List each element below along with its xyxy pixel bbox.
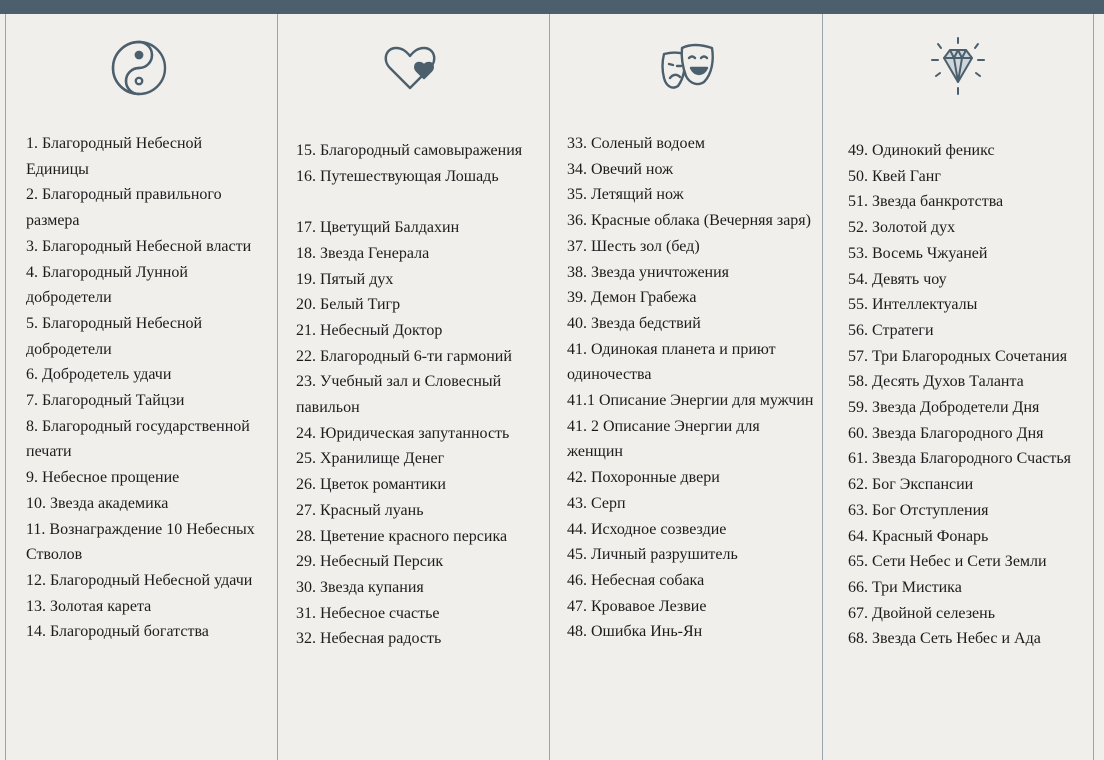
list-item[interactable]: 32. Небесная радость: [296, 630, 442, 648]
list-item[interactable]: 34. Овечий нож: [567, 160, 674, 178]
list-item[interactable]: 26. Цветок романтики: [296, 476, 446, 494]
list-item[interactable]: 21. Небесный Доктор: [296, 321, 443, 339]
list-item[interactable]: 56. Стратеги: [848, 321, 934, 339]
list-item[interactable]: 31. Небесное счастье: [296, 604, 440, 622]
list-item[interactable]: 67. Двойной селезень: [848, 604, 996, 622]
list-item[interactable]: 59. Звезда Добродетели Дня: [848, 399, 1040, 417]
list-item[interactable]: 41. Одинокая планета и приют одиночества: [567, 340, 776, 384]
list-item[interactable]: 2. Благородный правильного размера: [26, 186, 222, 230]
list-item[interactable]: 19. Пятый дух: [296, 270, 394, 288]
list-item[interactable]: 48. Ошибка Инь-Ян: [567, 623, 703, 641]
yin-yang-icon: [107, 36, 171, 100]
stars-list-1: [26, 131, 266, 645]
list-item[interactable]: 14. Благородный богатства: [26, 623, 209, 641]
list-item[interactable]: 29. Небесный Персик: [296, 553, 444, 571]
list-item[interactable]: 68. Звезда Сеть Небес и Ада: [848, 630, 1041, 648]
list-item[interactable]: 41.1 Описание Энергии для мужчин: [567, 392, 814, 410]
list-item[interactable]: 37. Шесть зол (бед): [567, 237, 700, 255]
list-item[interactable]: 9. Небесное прощение: [26, 469, 180, 487]
list-item[interactable]: 39. Демон Грабежа: [567, 289, 697, 307]
list-item[interactable]: 5. Благородный Небесной добродетели: [26, 314, 203, 358]
list-item[interactable]: 52. Золотой дух: [848, 219, 956, 237]
list-item[interactable]: 66. Три Мистика: [848, 578, 962, 596]
list-item[interactable]: 41. 2 Описание Энергии для женщин: [567, 417, 760, 461]
list-item[interactable]: 17. Цветущий Балдахин: [296, 219, 460, 237]
list-item[interactable]: 33. Соленый водоем: [567, 135, 705, 152]
stars-list-4: [848, 138, 1086, 652]
stars-list-2: [296, 138, 542, 652]
list-item[interactable]: 61. Звезда Благородного Счастья: [848, 450, 1072, 468]
column-3: [550, 14, 823, 760]
list-item[interactable]: 24. Юридическая запутанность: [296, 424, 510, 442]
list-item[interactable]: 10. Звезда академика: [26, 494, 169, 512]
list-item[interactable]: 27. Красный луань: [296, 501, 424, 519]
list-item[interactable]: 35. Летящий нож: [567, 186, 684, 204]
list-item[interactable]: 58. Десять Духов Таланта: [848, 373, 1024, 391]
list-item[interactable]: 50. Квей Ганг: [848, 167, 941, 185]
list-item[interactable]: 57. Три Благородных Сочетания: [848, 347, 1068, 365]
list-item[interactable]: 54. Девять чоу: [848, 270, 947, 288]
two-hearts-icon: [378, 36, 442, 100]
list-item[interactable]: 11. Вознаграждение 10 Небесных Стволов: [26, 520, 255, 564]
list-item[interactable]: 4. Благородный Лунной добродетели: [26, 263, 188, 307]
list-item[interactable]: 22. Благородный 6-ти гармоний: [296, 347, 512, 365]
list-item[interactable]: 40. Звезда бедствий: [567, 314, 701, 332]
list-item[interactable]: 65. Сети Небес и Сети Земли: [848, 553, 1047, 571]
list-item[interactable]: 43. Серп: [567, 494, 626, 512]
list-item[interactable]: 13. Золотая карета: [26, 597, 152, 615]
list-item[interactable]: 55. Интеллектуалы: [848, 296, 978, 314]
column-2: [278, 14, 550, 760]
list-item[interactable]: 42. Похоронные двери: [567, 469, 720, 487]
list-item[interactable]: 64. Красный Фонарь: [848, 527, 989, 545]
list-item[interactable]: 25. Хранилище Денег: [296, 450, 445, 468]
list-item[interactable]: 6. Добродетель удачи: [26, 366, 172, 384]
theater-masks-icon: [656, 36, 720, 100]
list-item[interactable]: 53. Восемь Чжуаней: [848, 244, 988, 262]
list-item[interactable]: 3. Благородный Небесной власти: [26, 237, 252, 255]
top-bar: [0, 0, 1104, 14]
list-item[interactable]: 23. Учебный зал и Словесный павильон: [296, 373, 502, 417]
list-item[interactable]: 46. Небесная собака: [567, 571, 705, 589]
list-item[interactable]: 38. Звезда уничтожения: [567, 263, 730, 281]
list-item[interactable]: 44. Исходное созвездие: [567, 520, 727, 538]
list-item[interactable]: 60. Звезда Благородного Дня: [848, 424, 1044, 442]
column-4: [823, 14, 1093, 760]
list-item[interactable]: 1. Благородный Небесной Единицы: [26, 135, 203, 178]
list-item[interactable]: 47. Кровавое Лезвие: [567, 597, 707, 615]
list-item[interactable]: 12. Благородный Небесной удачи: [26, 571, 253, 589]
diamond-icon: [926, 36, 990, 100]
list-item[interactable]: 8. Благородный государственной печати: [26, 417, 250, 461]
list-item[interactable]: 7. Благородный Тайцзи: [26, 392, 185, 410]
list-item[interactable]: 15. Благородный самовыражения: [296, 142, 523, 159]
list-item[interactable]: 51. Звезда банкротства: [848, 193, 1004, 211]
list-item[interactable]: 49. Одинокий феникс: [848, 142, 995, 159]
list-item[interactable]: 45. Личный разрушитель: [567, 546, 738, 564]
list-item[interactable]: 16. Путешествующая Лошадь: [296, 167, 499, 185]
stars-table: [5, 14, 1094, 760]
list-item[interactable]: 63. Бог Отступления: [848, 501, 989, 519]
list-item[interactable]: 62. Бог Экспансии: [848, 476, 974, 494]
stars-list-3: [567, 131, 819, 645]
column-1: [6, 14, 278, 760]
list-item[interactable]: 36. Красные облака (Вечерняя заря): [567, 212, 811, 230]
list-item[interactable]: 28. Цветение красного персика: [296, 527, 508, 545]
list-item[interactable]: 20. Белый Тигр: [296, 296, 401, 314]
list-item[interactable]: 18. Звезда Генерала: [296, 244, 430, 262]
list-item[interactable]: 30. Звезда купания: [296, 578, 424, 596]
